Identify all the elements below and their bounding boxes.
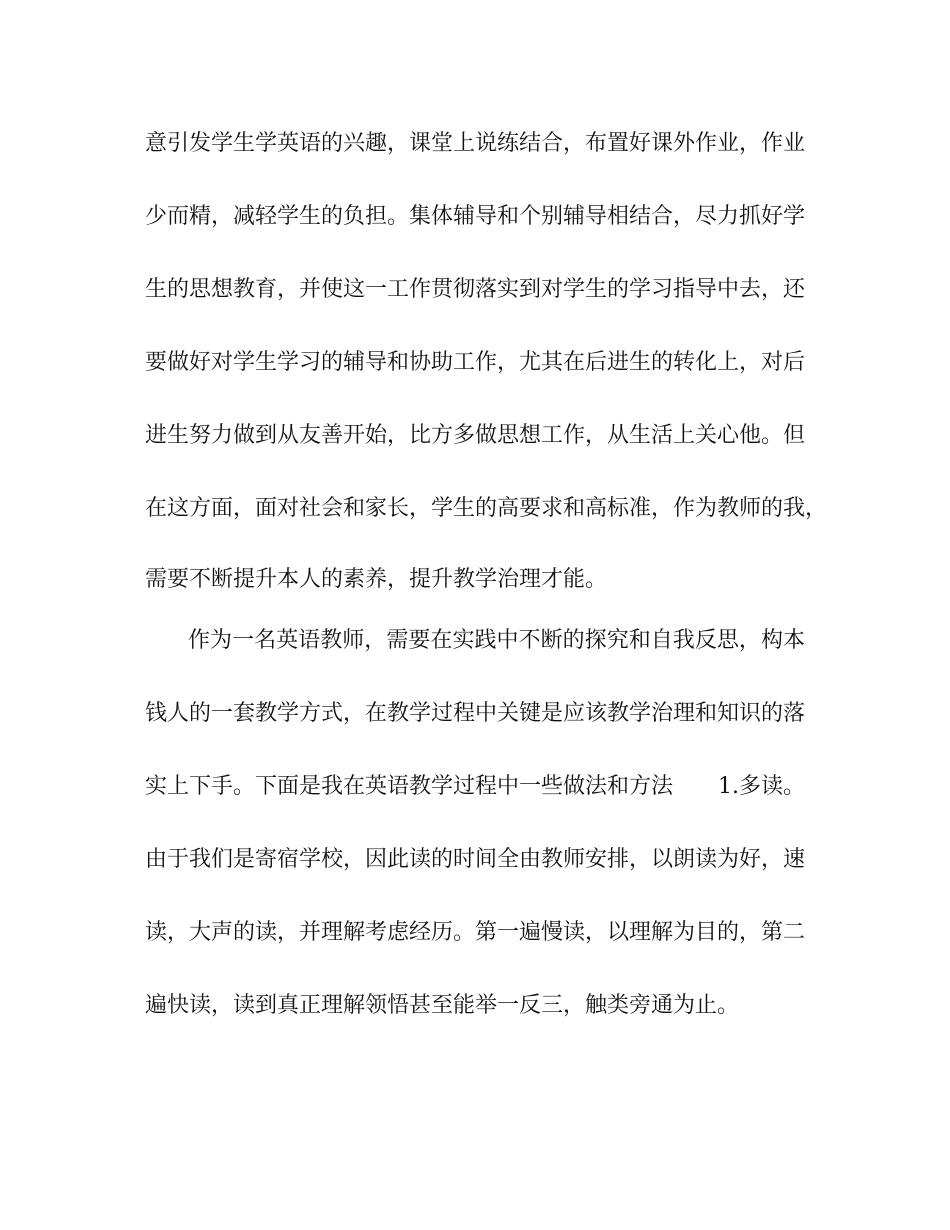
list-marker-text: 1.多读。 — [718, 774, 805, 799]
text-line: 在这方面，面对社会和家长，学生的高要求和高标准，作为教师的我， — [145, 496, 828, 521]
text-line: 少而精，减轻学生的负担。集体辅导和个别辅导相结合，尽力抓好学 — [145, 204, 806, 229]
text-line: 作为一名英语教师，需要在实践中不断的探究和自我反思，构本 — [188, 628, 805, 653]
text-line: 由于我们是寄宿学校，因此读的时间全由教师安排，以朗读为好，速 — [145, 847, 806, 872]
text-line: 生的思想教育，并使这一工作贯彻落实到对学生的学习指导中去，还 — [145, 277, 806, 302]
text-line: 意引发学生学英语的兴趣，课堂上说练结合，布置好课外作业，作业 — [145, 131, 806, 156]
text-line: 钱人的一套教学方式，在教学过程中关键是应该教学治理和知识的落 — [145, 701, 806, 726]
text-line: 进生努力做到从友善开始，比方多做思想工作，从生活上关心他。但 — [145, 423, 806, 448]
text-line: 需要不断提升本人的素养，提升教学治理才能。 — [145, 567, 608, 592]
text-segment: 实上下手。下面是我在英语教学过程中一些做法和方法 — [145, 774, 674, 799]
text-line: 遍快读，读到真正理解领悟甚至能举一反三，触类旁通为止。 — [145, 993, 740, 1018]
text-line — [145, 767, 805, 807]
text-line: 读，大声的读，并理解考虑经历。第一遍慢读，以理解为目的，第二 — [145, 920, 806, 945]
text-line: 要做好对学生学习的辅导和协助工作，尤其在后进生的转化上，对后 — [145, 350, 806, 375]
